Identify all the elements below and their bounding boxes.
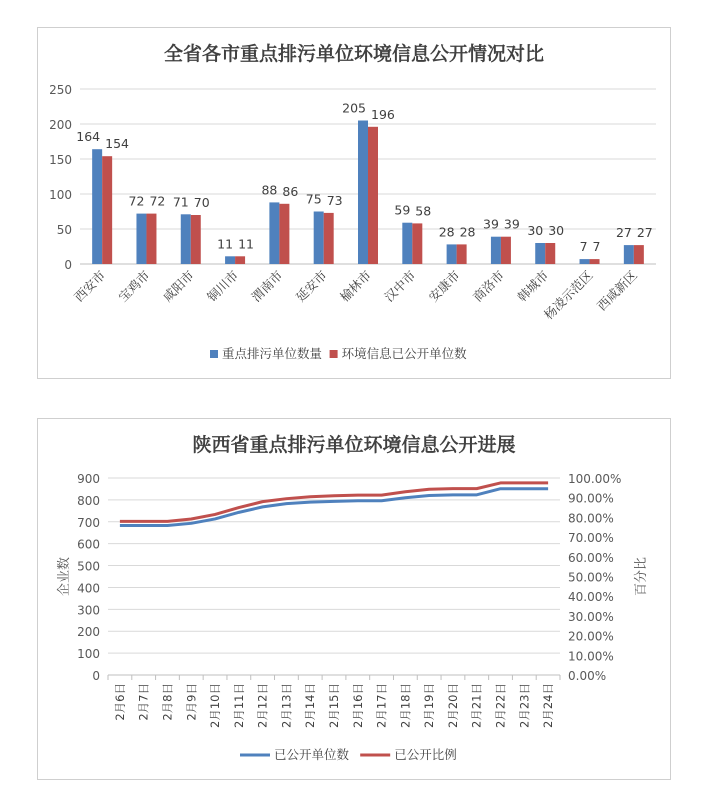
- data-label: 11: [238, 236, 254, 252]
- data-label: 11: [217, 236, 234, 252]
- data-label: 205: [342, 100, 366, 116]
- x-tick-label: 铜川市: [204, 267, 242, 305]
- y-tick-label: 400: [77, 581, 100, 596]
- data-label: 88: [261, 182, 278, 198]
- bar: [235, 256, 245, 264]
- data-label: 58: [415, 203, 432, 219]
- data-label: 30: [527, 223, 544, 238]
- y-tick-label: 200: [49, 118, 72, 132]
- x-tick-label: 2月12日: [255, 683, 270, 728]
- data-label: 70: [193, 195, 210, 210]
- x-tick-label: 渭南市: [248, 267, 286, 305]
- bar: [457, 244, 467, 264]
- legend-label: 已公开单位数: [274, 747, 350, 762]
- data-label: 39: [483, 216, 499, 232]
- y-tick-label: 0: [92, 669, 100, 683]
- y2-tick-label: 70.00%: [568, 531, 614, 546]
- y2-tick-label: 50.00%: [568, 570, 614, 585]
- data-label: 164: [76, 129, 101, 145]
- y2-tick-label: 60.00%: [568, 550, 614, 565]
- data-label: 196: [371, 106, 395, 122]
- data-label: 59: [394, 202, 411, 218]
- x-tick-label: 2月7日: [136, 683, 151, 721]
- data-label: 28: [459, 224, 476, 240]
- x-tick-label: 商洛市: [469, 267, 508, 305]
- x-tick-label: 咸阳市: [159, 267, 197, 305]
- x-tick-label: 2月24日: [541, 683, 556, 728]
- bar: [225, 256, 235, 264]
- bar-chart-panel: [37, 27, 671, 379]
- y2-tick-label: 100.00%: [568, 472, 622, 486]
- bar: [491, 237, 501, 264]
- x-tick-label: 2月10日: [208, 683, 223, 728]
- bar: [624, 245, 634, 264]
- data-label: 154: [105, 136, 130, 152]
- y2-axis-label: 百分比: [634, 556, 649, 597]
- bar: [358, 121, 368, 265]
- data-label: 71: [172, 194, 189, 210]
- y-tick-label: 500: [77, 559, 100, 574]
- bar: [580, 259, 590, 264]
- y2-tick-label: 40.00%: [568, 590, 614, 605]
- x-tick-label: 2月18日: [398, 683, 413, 728]
- bar: [279, 204, 289, 264]
- y-tick-label: 50: [56, 223, 72, 237]
- bar: [412, 223, 422, 264]
- data-label: 7: [579, 239, 588, 255]
- bar: [501, 237, 511, 264]
- y2-tick-label: 20.00%: [568, 629, 614, 644]
- bar: [314, 212, 324, 265]
- x-tick-label: 安康市: [425, 267, 463, 305]
- y-tick-label: 300: [77, 603, 100, 618]
- data-label: 27: [615, 225, 632, 241]
- y-tick-label: 100: [77, 647, 100, 662]
- bar: [447, 244, 457, 264]
- y-tick-label: 250: [49, 83, 72, 97]
- x-tick-label: 2月6日: [112, 683, 127, 721]
- x-tick-label: 宝鸡市: [115, 267, 153, 305]
- x-tick-label: 汉中市: [381, 267, 419, 305]
- bar: [324, 213, 334, 264]
- bar: [634, 245, 644, 264]
- y-axis-label: 企业数: [57, 556, 72, 597]
- data-label: 86: [282, 183, 299, 199]
- y2-tick-label: 30.00%: [568, 609, 614, 624]
- data-label: 28: [438, 224, 455, 240]
- x-tick-label: 2月15日: [327, 683, 341, 728]
- bar: [535, 243, 545, 264]
- x-tick-label: 杨凌示范区: [540, 267, 596, 323]
- bar-chart-title: 全省各市重点排污单位环境信息公开情况对比: [163, 43, 545, 65]
- line-chart: [38, 419, 670, 779]
- x-tick-label: 西安市: [71, 267, 109, 305]
- line-chart-panel: [37, 418, 671, 780]
- x-tick-label: 榆林市: [336, 267, 375, 305]
- bar: [146, 214, 156, 264]
- y-tick-label: 600: [77, 537, 100, 552]
- x-tick-label: 西咸新区: [593, 267, 640, 314]
- line-chart-title: 陕西省重点排污单位环境信息公开进展: [192, 434, 516, 456]
- bar: [545, 243, 555, 264]
- data-label: 7: [592, 239, 601, 255]
- data-label: 27: [636, 225, 653, 241]
- bar: [368, 127, 378, 264]
- x-tick-label: 延安市: [292, 267, 330, 305]
- data-label: 75: [305, 191, 322, 207]
- bar: [191, 215, 201, 264]
- x-tick-label: 2月17日: [374, 683, 389, 728]
- y-tick-label: 900: [77, 472, 100, 486]
- data-label: 39: [503, 216, 520, 232]
- legend-swatch: [210, 350, 218, 358]
- y-tick-label: 700: [77, 515, 100, 530]
- x-tick-label: 2月20日: [445, 683, 460, 728]
- y-tick-label: 100: [49, 188, 72, 202]
- x-tick-label: 2月16日: [350, 683, 365, 728]
- x-tick-label: 2月19日: [422, 683, 437, 728]
- x-tick-label: 2月21日: [469, 683, 484, 728]
- bar-chart: [38, 28, 670, 378]
- legend-label: 重点排污单位数量: [222, 346, 323, 361]
- legend-label: 环境信息已公开单位数: [341, 346, 467, 361]
- x-tick-label: 2月9日: [184, 683, 199, 721]
- y-tick-label: 200: [77, 625, 100, 640]
- y-tick-label: 150: [49, 153, 72, 167]
- y2-tick-label: 80.00%: [568, 511, 614, 526]
- y2-tick-label: 90.00%: [568, 491, 614, 506]
- x-tick-label: 2月22日: [493, 683, 508, 728]
- data-label: 73: [326, 192, 343, 208]
- bar: [92, 149, 102, 264]
- bar: [102, 156, 112, 264]
- bar: [181, 214, 191, 264]
- y2-tick-label: 0.00%: [568, 669, 607, 683]
- data-label: 72: [128, 193, 145, 209]
- x-tick-label: 韩城市: [514, 267, 552, 305]
- x-tick-label: 2月23日: [517, 683, 532, 728]
- data-label: 30: [548, 223, 565, 238]
- x-tick-label: 2月11日: [231, 683, 246, 728]
- data-label: 72: [149, 193, 166, 209]
- bar: [590, 259, 600, 264]
- x-tick-label: 2月14日: [303, 683, 318, 728]
- y2-tick-label: 10.00%: [568, 649, 614, 664]
- legend-label: 已公开比例: [394, 747, 457, 762]
- bar: [402, 223, 412, 264]
- x-tick-label: 2月8日: [160, 683, 175, 721]
- y-tick-label: 0: [64, 258, 72, 272]
- legend-swatch: [330, 350, 338, 358]
- y-tick-label: 800: [77, 493, 100, 508]
- bar: [136, 214, 146, 264]
- bar: [269, 202, 279, 264]
- x-tick-label: 2月13日: [279, 683, 294, 728]
